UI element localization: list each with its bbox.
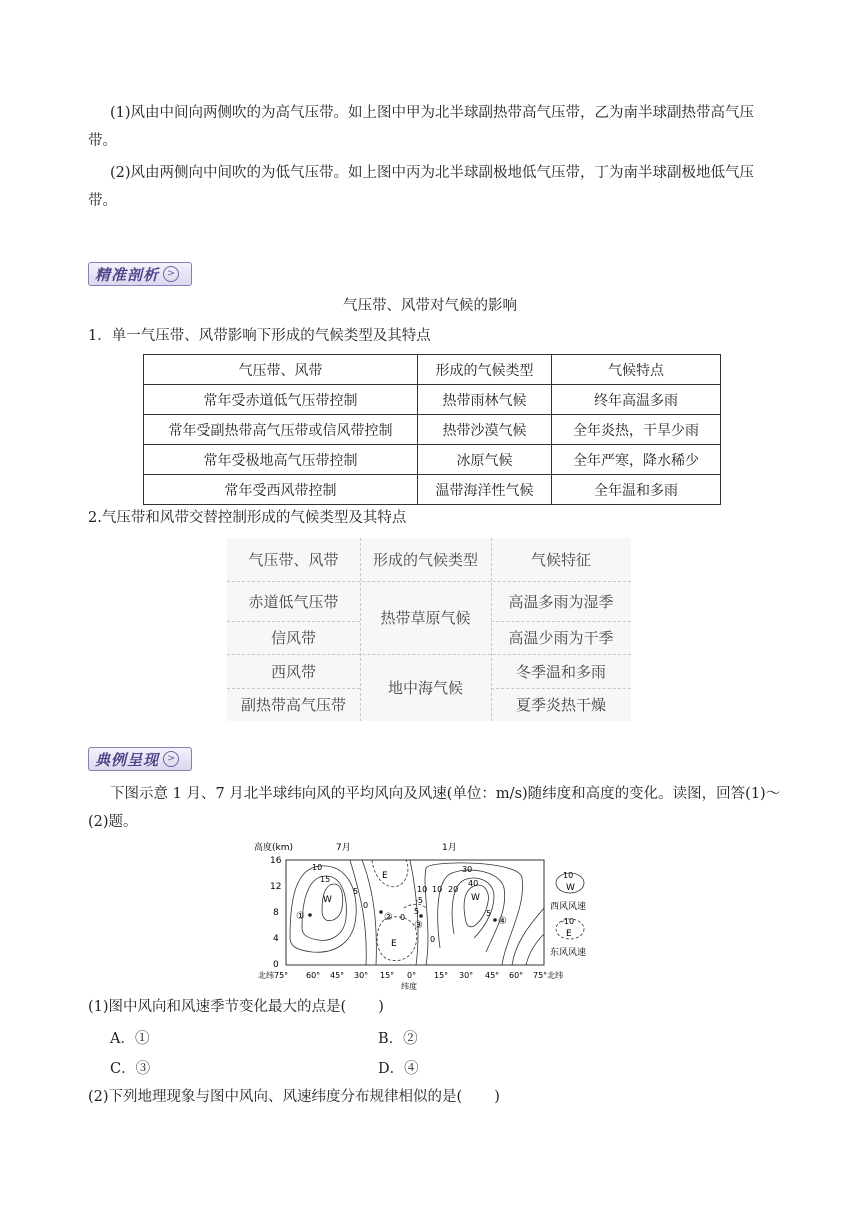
legend-west-label: 西风风速 [550, 902, 587, 912]
table-cell: 温带海洋性气候 [418, 475, 552, 505]
legend-east-value: -10 [561, 917, 575, 926]
table2-feature: 高温少雨为干季 [508, 629, 614, 647]
legend-east-letter: E [566, 929, 572, 939]
intro-para1-line2: 带。 [88, 133, 117, 149]
y-tick: 8 [273, 908, 279, 918]
contour-label: 10 [432, 885, 443, 894]
table-cell: 热带雨林气候 [418, 385, 552, 415]
question-close-paren: ) [378, 999, 384, 1015]
chevron-right-icon: > [163, 266, 179, 282]
easterly-contour [372, 860, 408, 887]
contour-label: 0 [363, 901, 369, 910]
precise-analysis-badge [88, 262, 192, 286]
contour-label: -5 [415, 896, 423, 905]
question-stem-text: (1)图中风向和风速季节变化最大的点是( [88, 999, 347, 1015]
table2-belt: 副热带高气压带 [240, 696, 346, 714]
contour-line [362, 860, 376, 965]
table2-header: 形成的气候类型 [372, 551, 478, 569]
question-stem-text: (2)下列地理现象与图中风向、风速纬度分布规律相似的是( [88, 1089, 463, 1105]
contour-label: 10 [312, 863, 323, 872]
alternating-belt-climate-table [227, 538, 631, 721]
table2-climate: 地中海气候 [387, 679, 463, 697]
table-cell: 热带沙漠气候 [418, 415, 552, 445]
x-tick: 15° [380, 971, 395, 980]
option-a[interactable]: A．① [110, 1031, 150, 1047]
table-cell: 常年受极地高气压带控制 [144, 445, 418, 475]
x-tick: 45° [485, 971, 500, 980]
intro-para2-line2: 带。 [88, 193, 117, 209]
y-tick: 0 [273, 960, 279, 970]
zonal-wind-diagram [250, 838, 610, 990]
chevron-right-icon: > [163, 751, 179, 767]
contour-label: 5 [414, 907, 420, 916]
point-marker [493, 918, 497, 922]
contour-line [464, 885, 488, 927]
table-header-row [144, 355, 721, 385]
x-tick: 75°北纬 [533, 971, 564, 980]
table-cell: 常年受西风带控制 [144, 475, 418, 505]
table2-header: 气压带、风带 [248, 551, 339, 569]
option-c[interactable]: C．③ [110, 1061, 151, 1077]
x-tick: 60° [306, 971, 321, 980]
y-tick: 12 [270, 882, 282, 892]
contour-label: 20 [448, 885, 459, 894]
table-cell: 常年受副热带高气压带或信风带控制 [144, 415, 418, 445]
single-belt-climate-table [143, 354, 721, 505]
legend-east-label: 东风风速 [550, 948, 587, 958]
question-1-stem [88, 997, 384, 1017]
question-2-stem [88, 1087, 500, 1107]
y-axis-label: 高度(km) [254, 843, 294, 853]
x-tick: 45° [330, 971, 345, 980]
contour-label: 15 [320, 875, 331, 884]
point-marker [308, 913, 312, 917]
x-axis-label: 纬度 [401, 982, 417, 990]
question-intro-line2: (2)题。 [88, 814, 138, 830]
table2-belt: 赤道低气压带 [248, 592, 339, 611]
table-row [144, 415, 721, 445]
table2-header: 气候特征 [530, 551, 591, 569]
y-tick: 16 [270, 856, 282, 866]
point-label: ① [296, 911, 305, 922]
july-label: 7月 [336, 843, 351, 853]
easterly-label: E [391, 939, 397, 949]
contour-label: 0 [400, 913, 406, 922]
table-row [144, 445, 721, 475]
contour-line [526, 934, 544, 965]
table-cell: 终年高温多雨 [552, 385, 721, 415]
point-label: ④ [498, 916, 507, 927]
contour-line [302, 876, 346, 940]
intro-para2-line1: (2)风由两侧向中间吹的为低气压带。如上图中丙为北半球副极地低气压带，丁为南半球副极地低气压 [110, 165, 755, 181]
point-label: ② [384, 912, 393, 923]
x-tick: 30° [459, 971, 474, 980]
option-d[interactable]: D．④ [378, 1061, 419, 1077]
question-intro-line1: 下图示意 1 月、7 月北半球纬向风的平均风向及风速(单位：m/s)随纬度和高度的变化。读图，回答(1)～ [110, 786, 781, 802]
contour-label: 5 [486, 909, 492, 918]
contour-label: 30 [462, 865, 473, 874]
heading-alternating-belts: 2.气压带和风带交替控制形成的气候类型及其特点 [88, 510, 407, 526]
table-cell: 常年受赤道低气压带控制 [144, 385, 418, 415]
point-marker [379, 910, 383, 914]
typical-example-badge [88, 747, 192, 771]
point-marker [419, 914, 423, 918]
table2-feature: 高温多雨为湿季 [508, 592, 614, 611]
x-tick: 15° [434, 971, 449, 980]
point-label: ③ [414, 920, 423, 931]
westerly-label: W [471, 893, 480, 903]
badge-label: 典例呈现 [95, 750, 160, 769]
x-tick: 60° [509, 971, 524, 980]
table-header-cell: 气压带、风带 [144, 355, 418, 385]
table2-feature: 夏季炎热干燥 [515, 696, 606, 714]
option-b[interactable]: B．② [378, 1031, 418, 1047]
contour-label: 10 [417, 885, 428, 894]
table2-belt: 西风带 [270, 662, 316, 681]
x-tick: 0° [407, 971, 417, 980]
legend-west-letter: W [566, 883, 575, 893]
table-row [144, 475, 721, 505]
easterly-contour [377, 917, 417, 961]
table-row [144, 385, 721, 415]
table-cell: 全年严寒，降水稀少 [552, 445, 721, 475]
contour-line [350, 860, 369, 965]
heading-single-belt: 1．单一气压带、风带影响下形成的气候类型及其特点 [88, 328, 431, 344]
january-label: 1月 [442, 843, 457, 853]
legend-west-value: 10 [563, 871, 574, 880]
table-header-cell: 气候特点 [552, 355, 721, 385]
table-cell: 全年炎热，干旱少雨 [552, 415, 721, 445]
table-cell: 全年温和多雨 [552, 475, 721, 505]
y-tick: 4 [273, 934, 279, 944]
table-cell: 冰原气候 [418, 445, 552, 475]
contour-label: 0 [430, 935, 436, 944]
table2-climate: 热带草原气候 [380, 609, 471, 627]
section-title: 气压带、风带对气候的影响 [343, 298, 517, 314]
intro-para1-line1: (1)风由中间向两侧吹的为高气压带。如上图中甲为北半球副热带高气压带，乙为南半球副热带高气压 [110, 105, 755, 121]
easterly-label: E [382, 871, 388, 881]
table-header-cell: 形成的气候类型 [418, 355, 552, 385]
question-close-paren: ) [494, 1089, 500, 1105]
x-tick: 30° [354, 971, 369, 980]
contour-label: 40 [468, 879, 479, 888]
westerly-label: W [323, 895, 332, 905]
badge-label: 精准剖析 [95, 265, 160, 284]
table2-belt: 信风带 [270, 629, 316, 647]
x-tick: 北纬75° [258, 971, 289, 980]
table2-feature: 冬季温和多雨 [515, 662, 606, 681]
contour-label: 5 [353, 887, 359, 896]
